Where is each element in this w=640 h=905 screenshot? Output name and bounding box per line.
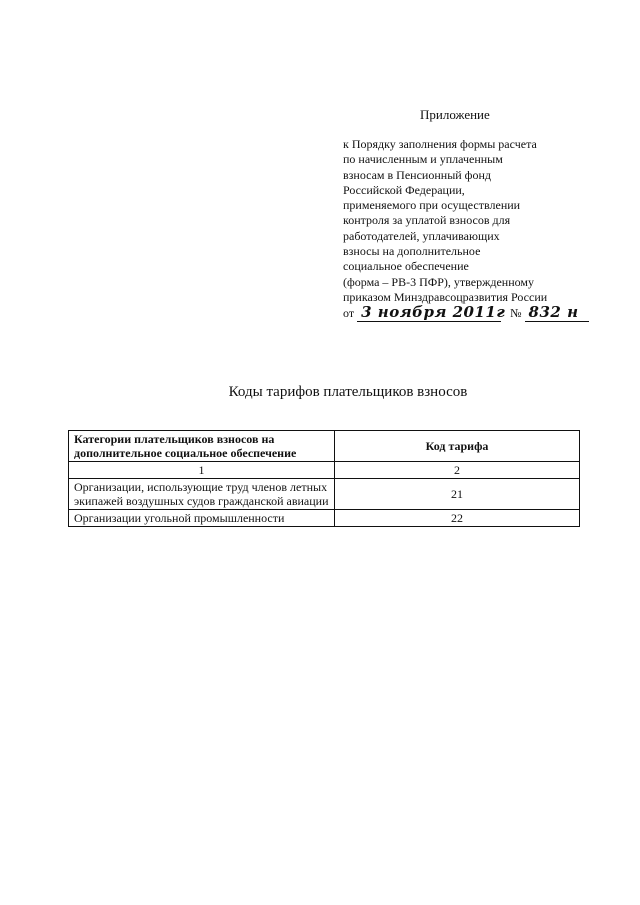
- appendix-line: к Порядку заполнения формы расчета: [343, 137, 537, 151]
- appendix-line: Российской Федерации,: [343, 182, 465, 197]
- appendix-line: социальное обеспечение: [343, 259, 469, 274]
- tariff-codes-table: [68, 430, 580, 527]
- appendix-text: [343, 137, 547, 305]
- table-cell: Организации, использующие труд членов летных экипажей воздушных судов гражданской авиации: [69, 479, 335, 510]
- document-title: Коды тарифов плательщиков взносов: [228, 384, 468, 400]
- table-cell: Организации угольной промышленности: [69, 510, 335, 527]
- appendix-line: приказом Минздравсоцразвития России: [343, 289, 548, 304]
- appendix-title: Приложение: [420, 107, 490, 122]
- table-cell: 2: [335, 462, 580, 479]
- table-row: [69, 479, 580, 510]
- appendix-line: взносам в Пенсионный фонд: [343, 167, 491, 182]
- column-header-category: Категории плательщиков взносов на дополнительное социальное обеспечение: [69, 431, 335, 462]
- appendix-line: взносы на дополнительное: [343, 244, 481, 259]
- number-label: №: [510, 306, 522, 320]
- table-header-row: [69, 431, 580, 462]
- appendix-line: применяемого при осуществлении: [343, 198, 521, 213]
- signature-row: [343, 303, 589, 322]
- table-cell: 21: [335, 479, 580, 510]
- appendix-line: (форма – РВ-3 ПФР), утвержденному: [343, 274, 535, 289]
- appendix-line: работодателей, уплачивающих: [343, 228, 500, 243]
- appendix-line: контроля за уплатой взносов для: [343, 213, 511, 228]
- table-row: [69, 510, 580, 527]
- table-cell: 22: [335, 510, 580, 527]
- from-label: от: [343, 306, 355, 320]
- column-header-code: Код тарифа: [335, 431, 580, 462]
- table-cell: 1: [69, 462, 335, 479]
- table-index-row: [69, 462, 580, 479]
- handwritten-date: 3 ноября 2011г: [357, 303, 501, 322]
- appendix-line: по начисленным и уплаченным: [343, 152, 503, 167]
- handwritten-number: 832 н: [525, 303, 589, 322]
